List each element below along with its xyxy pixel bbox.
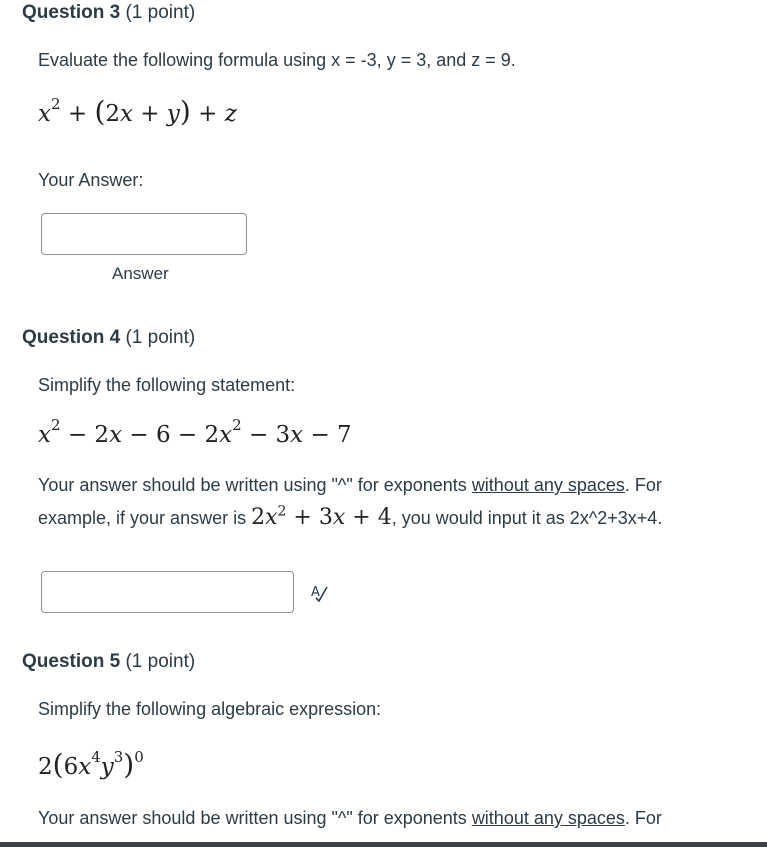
question-3-title	[22, 2, 195, 24]
question-5-instr-underlined: without any spaces	[471, 808, 625, 828]
question-3-answer-caption: Answer	[112, 264, 169, 283]
question-4-label: Question 4	[22, 327, 121, 348]
question-3-answer-input[interactable]	[41, 213, 247, 255]
question-5-title	[22, 651, 195, 673]
question-5-instructions	[38, 808, 662, 829]
question-3-label: Question 3	[22, 2, 121, 23]
question-4-title	[22, 327, 195, 349]
question-4-example-pre: example, if your answer is	[38, 508, 252, 528]
question-3-prompt: Evaluate the following formula using x = -3, y = 3, and z = 9.	[38, 50, 516, 70]
question-4-instr-post: . For	[624, 475, 662, 495]
question-5-instr-pre: Your answer should be written using "^" for exponents	[38, 808, 472, 828]
question-4-example-post: , you would input it as 2x^2+3x+4.	[391, 508, 663, 528]
question-4-prompt: Simplify the following statement:	[38, 375, 296, 395]
question-5-expression: $2(6x^4y^3)^0$	[38, 748, 144, 781]
question-3-formula: $x^2 + (2x + y) + z$	[38, 95, 237, 128]
svg-text:A: A	[311, 585, 320, 600]
question-3-points: (1 point)	[125, 2, 196, 23]
question-4-expression: $x^2 - 2x - 6 - 2x^2 - 3x - 7$	[38, 416, 352, 448]
question-4-instructions	[38, 475, 662, 496]
question-5-points: (1 point)	[125, 651, 196, 672]
question-5-label: Question 5	[22, 651, 121, 672]
question-5-prompt: Simplify the following algebraic expression:	[38, 699, 382, 719]
question-4-instr-pre: Your answer should be written using "^" for exponents	[38, 475, 472, 495]
question-4-example	[38, 505, 662, 530]
question-4-example-math: $2x^2 + 3x + 4$	[251, 503, 392, 530]
question-3-your-answer-label: Your Answer:	[38, 170, 144, 190]
question-4-answer-input[interactable]	[41, 571, 294, 613]
question-4-instr-underlined: without any spaces	[471, 475, 625, 495]
question-5-instr-post: . For	[624, 808, 662, 828]
equation-editor-icon[interactable]	[308, 581, 330, 603]
bottom-scroll-edge	[0, 842, 767, 847]
question-4-points: (1 point)	[125, 327, 196, 348]
